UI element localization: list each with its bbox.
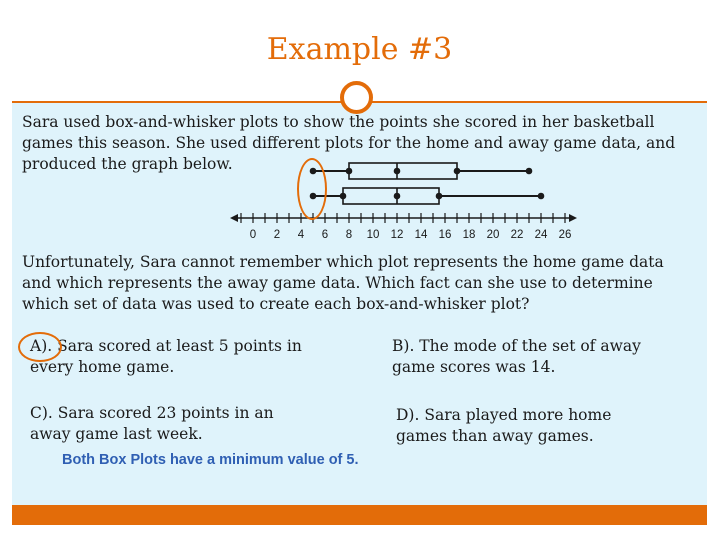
choice-c-line: C). Sara scored 23 points in an (30, 404, 274, 422)
point-q1 (346, 168, 353, 175)
tick-label: 16 (438, 229, 452, 241)
answer-text: Both Box Plots have a minimum value of 5. (62, 452, 359, 468)
intro-line: Sara used box-and-whisker plots to show the points she scored in her basketball (22, 113, 655, 131)
choice-a-highlight-oval (18, 332, 62, 362)
tick-label: 2 (273, 229, 281, 241)
intro-line: produced the graph below. (22, 155, 233, 173)
tick-label: 24 (534, 229, 548, 241)
arrow-left-icon (230, 214, 238, 222)
choice-a[interactable] (30, 336, 302, 378)
arrow-right-icon (569, 214, 577, 222)
ring-decoration (340, 81, 373, 114)
tick-label: 20 (486, 229, 500, 241)
question-line: and which represents the away game data. Which fact can she use to determine (22, 274, 653, 292)
box-iqr (349, 163, 457, 179)
choice-d-line: games than away games. (396, 427, 594, 445)
question-paragraph (22, 252, 664, 315)
question-line: Unfortunately, Sara cannot remember which plot represents the home game data (22, 253, 664, 271)
choice-b-line: B). The mode of the set of away (392, 337, 641, 355)
choice-b[interactable] (392, 336, 641, 378)
tick-label: 6 (321, 229, 329, 241)
tick-label: 14 (414, 229, 428, 241)
choice-b-line: game scores was 14. (392, 358, 556, 376)
minimum-highlight-oval (297, 158, 327, 220)
tick-label: 4 (297, 229, 305, 241)
point-max (538, 193, 545, 200)
page-title: Example #3 (266, 32, 453, 67)
choice-c[interactable] (30, 403, 274, 445)
question-line: which set of data was used to create each box-and-whisker plot? (22, 295, 530, 313)
box-iqr (343, 188, 439, 204)
tick-label: 8 (345, 229, 353, 241)
choice-d[interactable] (396, 405, 611, 447)
box-plot-chart (228, 158, 578, 244)
point-median (394, 168, 401, 175)
tick-label: 18 (462, 229, 476, 241)
tick-label: 22 (510, 229, 524, 241)
tick-label: 26 (558, 229, 572, 241)
tick-label: 0 (249, 229, 257, 241)
choice-a-line: A). Sara scored at least 5 points in (30, 337, 302, 355)
choice-c-line: away game last week. (30, 425, 203, 443)
tick-label: 12 (390, 229, 404, 241)
point-q1 (340, 193, 347, 200)
point-max (526, 168, 533, 175)
intro-line: games this season. She used different plots for the home and away game data, and (22, 134, 676, 152)
point-median (394, 193, 401, 200)
choice-d-line: D). Sara played more home (396, 406, 612, 424)
footer-bar (12, 505, 707, 525)
choice-a-line: every home game. (30, 358, 175, 376)
point-q3 (436, 193, 443, 200)
tick-label: 10 (366, 229, 380, 241)
point-q3 (454, 168, 461, 175)
